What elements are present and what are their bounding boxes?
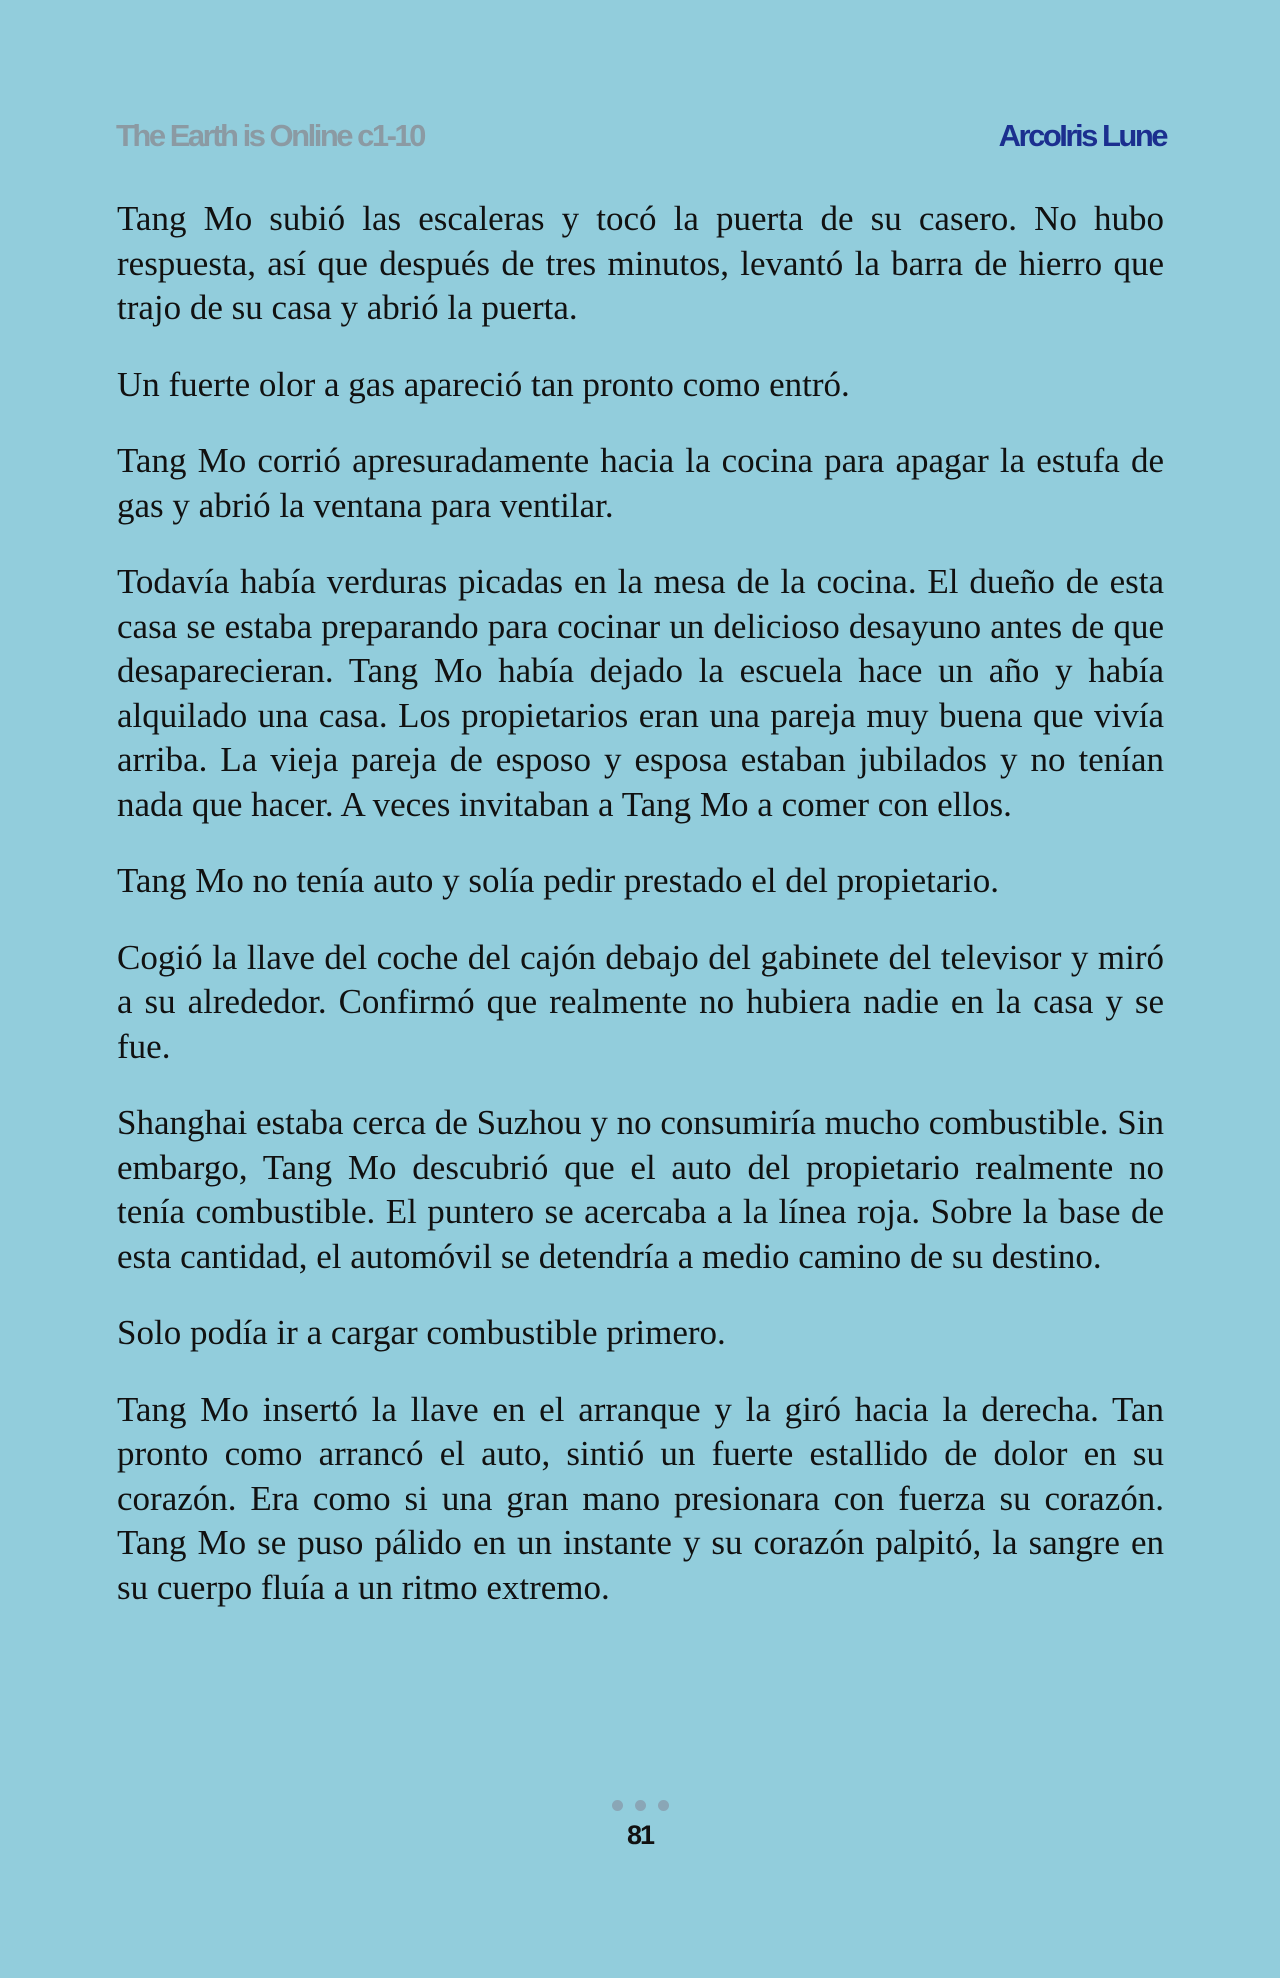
ornament-dots-icon: [0, 1800, 1280, 1814]
paragraph: Un fuerte olor a gas apareció tan pronto como entró.: [117, 364, 850, 404]
page-number: 81: [626, 1820, 654, 1850]
page-footer: [0, 1800, 1280, 1851]
dot-icon: [658, 1800, 669, 1811]
page-header: [116, 118, 1166, 164]
paragraph: Cogió la llave del coche del cajón debajo del gabinete del televisor y miró a su alrededor. Confirmó que realmente no hubiera nadie en la casa y se fue.: [117, 937, 1164, 1066]
paragraph: Tang Mo no tenía auto y solía pedir prestado el del propietario.: [117, 861, 1000, 900]
paragraph: Shanghai estaba cerca de Suzhou y no consumiría mucho combustible. Sin embargo, Tang Mo descubrió que el auto del propietario realmente no tenía combustible. El puntero se acercaba a la línea roja. Sobre la base de esta cantidad, el automóvil se detendría a medio camino de su destino.: [117, 1103, 1164, 1276]
paragraph: Tang Mo insertó la llave en el arranque y la giró hacia la derecha. Tan pronto como arrancó el auto, sintió un fuerte estallido de dolor en su corazón. Era como si una gran mano presionara con fuerza su corazón. Tang Mo se puso pálido en un instante y su corazón palpitó, la sangre en su cuerpo fluía a un ritmo extremo.: [117, 1389, 1164, 1607]
dot-icon: [635, 1800, 646, 1811]
paragraph: Tang Mo subió las escaleras y tocó la puerta de su casero. No hubo respuesta, así que después de tres minutos, levantó la barra de hierro que trajo de su casa y abrió la puerta.: [117, 199, 1164, 327]
paragraph: Todavía había verduras picadas en la mesa de la cocina. El dueño de esta casa se estaba preparando para cocinar un delicioso desayuno antes de que desaparecieran. Tang Mo había dejado la escuela hace un año y había alquilado una casa. Los propietarios eran una pareja muy buena que vivía arriba. La vieja pareja de esposo y esposa estaban jubilados y no tenían nada que hacer. A veces invitaban a Tang Mo a comer con ellos.: [117, 562, 1164, 824]
paragraph: Solo podía ir a cargar combustible primero.: [117, 1313, 726, 1352]
page-body: [117, 197, 1164, 1642]
book-title: The Earth is Online c1-10: [116, 118, 424, 153]
translator-credit: ArcoIris Lune: [998, 118, 1166, 153]
dot-icon: [612, 1800, 623, 1811]
paragraph: Tang Mo corrió apresuradamente hacia la cocina para apagar la estufa de gas y abrió la ventana para ventilar.: [117, 441, 1164, 525]
